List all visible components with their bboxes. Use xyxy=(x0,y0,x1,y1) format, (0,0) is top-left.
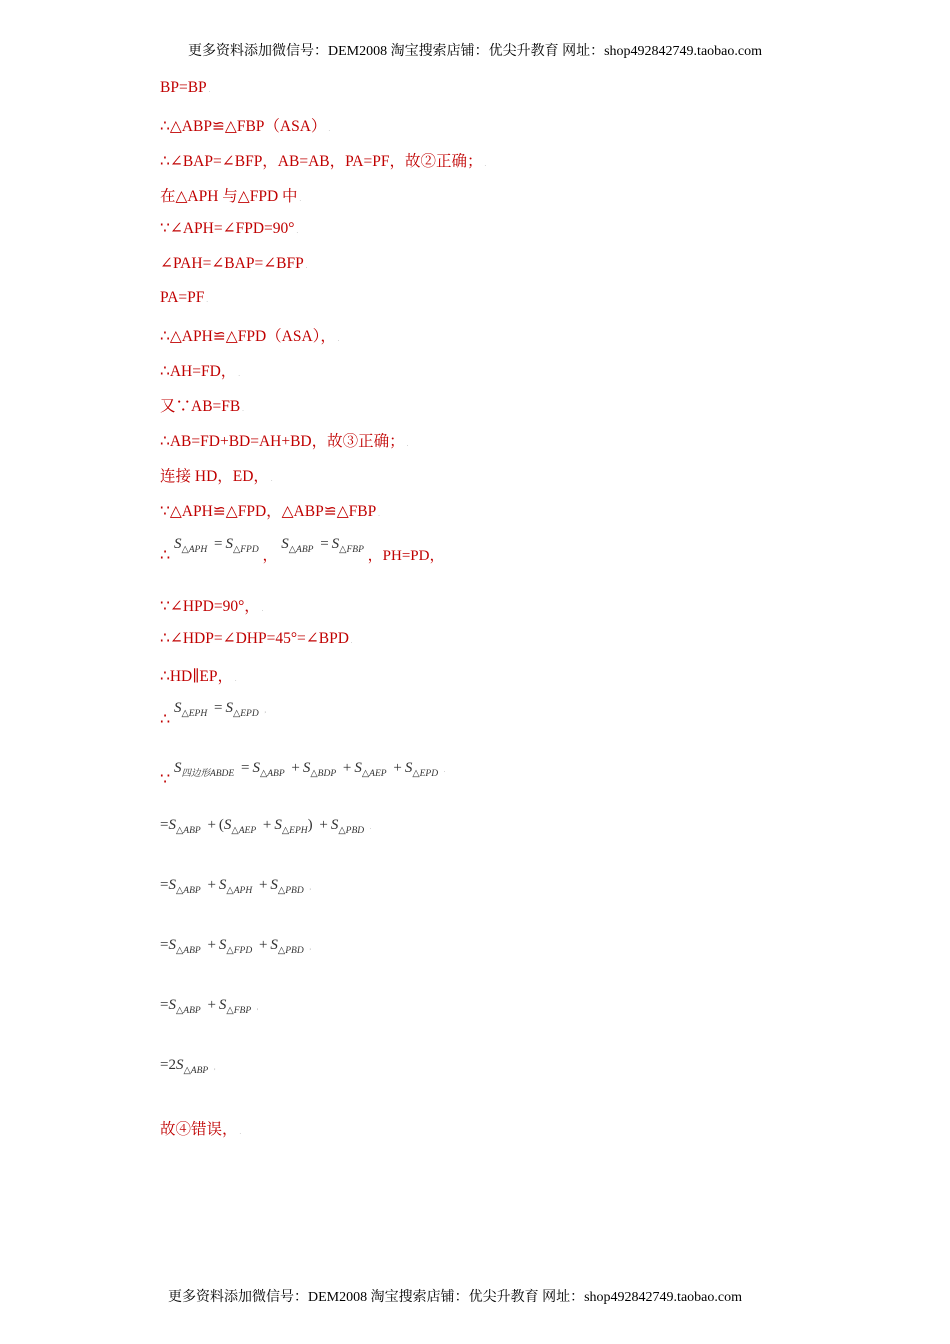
proof-line-7: PA=PF . xyxy=(160,289,208,306)
proof-line-6: ∠PAH=∠BAP=∠BFP . xyxy=(160,255,308,272)
proof-line-1: BP=BP . xyxy=(160,79,211,96)
proof-line-2: ∴△ABP≌△FBP（ASA） . xyxy=(160,118,330,135)
proof-line-conclusion: 故④错误， . xyxy=(160,1121,242,1138)
because-symbol: ∵ xyxy=(160,771,171,788)
proof-line-4: 在△APH 与△FPD 中 . xyxy=(160,188,302,205)
page-header: 更多资料添加微信号：DEM2008 淘宝搜索店铺：优尖升教育 网址：shop492842749.taobao.com xyxy=(188,44,762,59)
therefore-symbol: ∴ xyxy=(160,711,171,728)
formula-quad-area: ∵ $S_{四边形ABDE} = S_{\triangle ABP} + S_{\triangle BDP} + S_{\triangle AEP} + S_{\triangle EPD}$ . xyxy=(160,760,446,788)
formula-step-3: $=S_{\triangle ABP} + S_{\triangle FPD} + S_{\triangle PBD}$ , xyxy=(160,937,311,956)
proof-line-9: ∴AH=FD， . xyxy=(160,363,240,380)
proof-line-3: ∴∠BAP=∠BFP，AB=AB，PA=PF，故②正确； . xyxy=(160,153,486,170)
page-footer: 更多资料添加微信号：DEM2008 淘宝搜索店铺：优尖升教育 网址：shop492842749.taobao.com xyxy=(168,1290,742,1305)
formula-step-2: $=S_{\triangle ABP} + S_{\triangle APH} + S_{\triangle PBD}$ , xyxy=(160,877,311,896)
formula-area-equal: ∴ $S_{\triangle APH} = S_{\triangle FPD}$ ， $S_{\triangle ABP} = S_{\triangle FBP}$ ，PH=PD， xyxy=(160,536,445,564)
proof-line-15: ∵∠HPD=90°， . xyxy=(160,598,264,615)
proof-line-5: ∵∠APH=∠FPD=90° . xyxy=(160,220,298,237)
proof-line-11: ∴AB=FD+BD=AH+BD，故③正确； . xyxy=(160,433,409,450)
formula-step-1: $=S_{\triangle ABP} + (S_{\triangle AEP} + S_{\triangle EPH}) + S_{\triangle PBD}$ . xyxy=(160,817,372,836)
proof-line-13: ∵△APH≌△FPD，△ABP≌△FBP . xyxy=(160,503,380,520)
proof-line-12: 连接 HD，ED， . xyxy=(160,468,273,485)
proof-line-8: ∴△APH≌△FPD（ASA）， . xyxy=(160,328,340,345)
therefore-symbol: ∴ xyxy=(160,547,171,564)
proof-line-16: ∴∠HDP=∠DHP=45°=∠BPD . xyxy=(160,630,353,647)
formula-eph-epd: ∴ $S_{\triangle EPH} = S_{\triangle EPD}$ , xyxy=(160,700,266,728)
formula-step-5: $=2S_{\triangle ABP}$ , xyxy=(160,1057,216,1076)
proof-line-17: ∴HD∥EP， . xyxy=(160,668,237,685)
proof-line-10: 又∵AB=FB . xyxy=(160,398,244,415)
formula-step-4: $=S_{\triangle ABP} + S_{\triangle FBP}$ , xyxy=(160,997,259,1016)
